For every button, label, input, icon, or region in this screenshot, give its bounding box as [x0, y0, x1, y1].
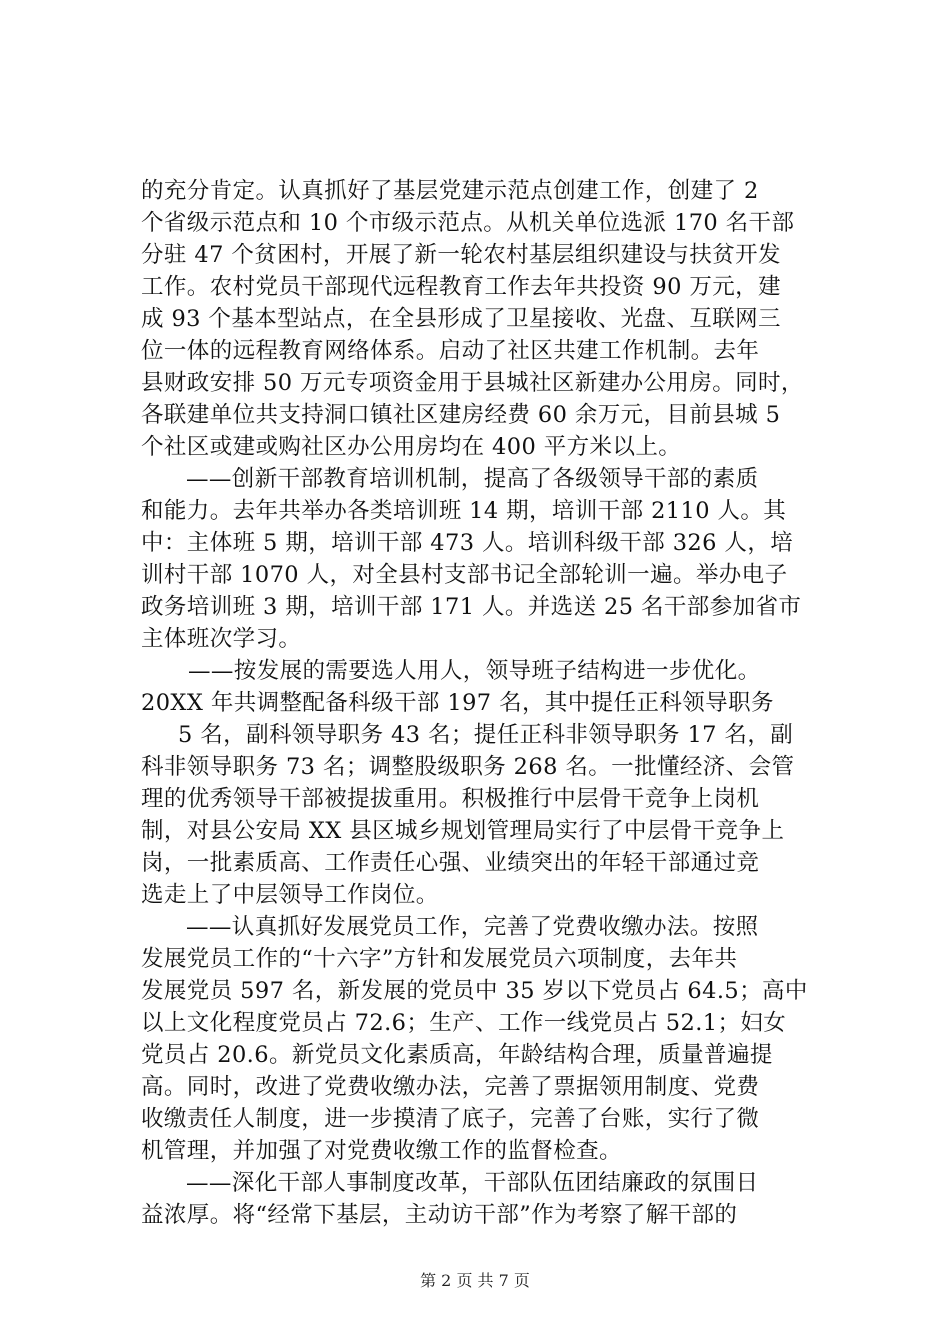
text-line: 岗，一批素质高、工作责任心强、业绩突出的年轻干部通过竞	[141, 850, 760, 876]
text-line: 发展党员工作的“十六字”方针和发展党员六项制度，去年共	[141, 946, 738, 972]
text-line: 理的优秀领导干部被提拔重用。积极推行中层骨干竞争上岗机	[141, 786, 760, 812]
text-line: 机管理，并加强了对党费收缴工作的监督检查。	[141, 1138, 622, 1164]
section-heading-line: ——深化干部人事制度改革，干部队伍团结廉政的氛围日	[186, 1170, 759, 1196]
text-line: 个社区或建或购社区办公用房均在 400 平方米以上。	[141, 434, 682, 460]
text-line: 和能力。去年共举办各类培训班 14 期，培训干部 2110 人。其	[141, 498, 787, 524]
page-number-footer: 第 2 页 共 7 页	[420, 1271, 530, 1290]
text-line: 以上文化程度党员占 72.6；生产、工作一线党员占 52.1；妇女	[141, 1010, 787, 1036]
text-line: 训村干部 1070 人，对全县村支部书记全部轮训一遍。举办电子	[141, 562, 788, 588]
text-line: 工作。农村党员干部现代远程教育工作去年共投资 90 万元，建	[141, 274, 781, 300]
text-line: 高。同时，改进了党费收缴办法，完善了票据领用制度、党费	[141, 1074, 760, 1100]
text-line: 位一体的远程教育网络体系。启动了社区共建工作机制。去年	[141, 338, 760, 364]
text-line: 县财政安排 50 万元专项资金用于县城社区新建办公用房。同时，	[141, 370, 804, 396]
text-line: 各联建单位共支持洞口镇社区建房经费 60 余万元，目前县城 5	[141, 402, 781, 428]
text-line: 科非领导职务 73 名；调整股级职务 268 名。一批懂经济、会管	[141, 754, 795, 780]
section-heading-line: ——按发展的需要选人用人，领导班子结构进一步优化。	[188, 658, 761, 684]
text-line: 成 93 个基本型站点，在全县形成了卫星接收、光盘、互联网三	[141, 306, 781, 332]
text-line: 个省级示范点和 10 个市级示范点。从机关单位选派 170 名干部	[141, 210, 795, 236]
text-line: 发展党员 597 名，新发展的党员中 35 岁以下党员占 64.5；高中	[141, 978, 808, 1004]
section-heading-line: ——认真抓好发展党员工作，完善了党费收缴办法。按照	[186, 914, 759, 940]
text-line: 收缴责任人制度，进一步摸清了底子，完善了台账，实行了微	[141, 1106, 760, 1132]
text-line: 中：主体班 5 期，培训干部 473 人。培训科级干部 326 人，培	[141, 530, 794, 556]
text-line: 制，对县公安局 XX 县区城乡规划管理局实行了中层骨干竞争上	[141, 818, 785, 844]
section-heading-line: ——创新干部教育培训机制，提高了各级领导干部的素质	[186, 466, 759, 492]
text-line: 分驻 47 个贫困村，开展了新一轮农村基层组织建设与扶贫开发	[141, 242, 781, 268]
text-line: 党员占 20.6。新党员文化素质高，年龄结构合理，质量普遍提	[141, 1042, 773, 1068]
text-line: 选走上了中层领导工作岗位。	[141, 882, 439, 908]
text-line: 20XX 年共调整配备科级干部 197 名，其中提任正科领导职务	[141, 690, 774, 716]
text-line: 政务培训班 3 期，培训干部 171 人。并选送 25 名干部参加省市	[141, 594, 802, 620]
text-line: 益浓厚。将“经常下基层，主动访干部”作为考察了解干部的	[141, 1202, 738, 1228]
text-line: 主体班次学习。	[141, 626, 302, 652]
text-line: 5 名，副科领导职务 43 名；提任正科非领导职务 17 名，副	[178, 722, 794, 748]
text-line: 的充分肯定。认真抓好了基层党建示范点创建工作，创建了 2	[141, 178, 759, 204]
